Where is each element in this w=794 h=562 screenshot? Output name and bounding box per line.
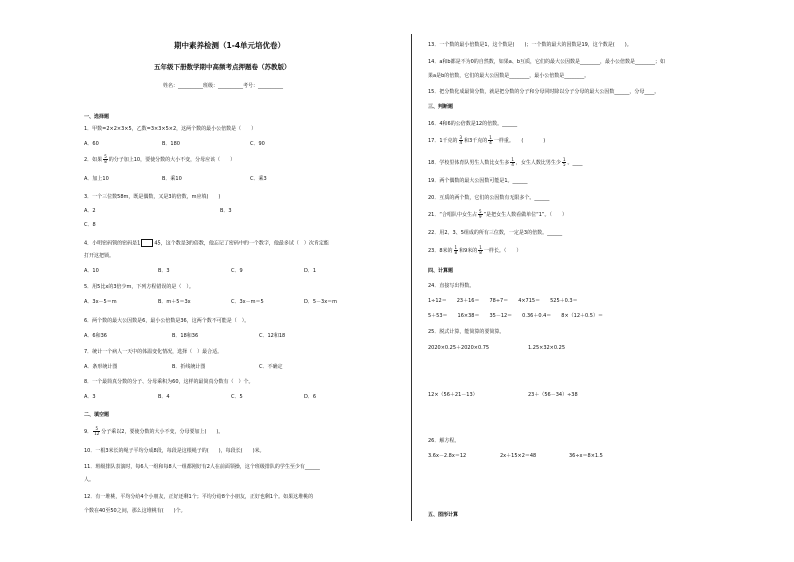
q5-option-c: C．3x－m＝5 — [231, 299, 264, 305]
q9-text-b: 分子乘以2，要使分数的大小不变，分母要加上( )。 — [101, 429, 224, 435]
q8-option-d: D．6 — [304, 394, 317, 400]
exam-subtitle: 五年级下册数学期中高频考点押题卷（苏教版） — [154, 63, 291, 71]
q5-option-a: A．3x－5＝m — [84, 299, 117, 305]
q18-numerator-2: 1 — [562, 157, 566, 162]
section-choice-heading: 一、选择题 — [84, 114, 110, 120]
q26-equation-3: 36÷x＝8×1.5 — [569, 453, 603, 459]
question-13: 13．一个数的最小倍数是1，这个数是( )；一个数的最大的因数是19，这个数是( )。 — [428, 42, 632, 48]
q23-text-b: 和9米的 — [459, 248, 478, 254]
q21-text-a: 21．“合唱队中女生占 — [428, 212, 477, 218]
question-21 — [428, 210, 567, 219]
q6-option-c: C．12和18 — [259, 333, 286, 339]
q8-option-b: B．4 — [158, 394, 170, 400]
q25-expr-4: 23＋（56－34）÷38 — [528, 392, 578, 398]
q4-option-c: C．9 — [231, 268, 243, 274]
q18-denominator-1: 4 — [511, 162, 514, 167]
q7-option-b: B．折线统计图 — [172, 364, 206, 370]
q17-fraction-1 — [459, 136, 464, 145]
question-1: 1．甲数=2×2×3×5，乙数=3×3×5×2，这两个数的最小公倍数是（ ） — [84, 126, 257, 132]
q1-option-b: B．180 — [162, 141, 180, 147]
q18-fraction-2 — [562, 158, 567, 167]
q18-denominator-2: 5 — [562, 162, 566, 167]
q17-numerator-2: 1 — [489, 135, 492, 140]
question-8: 8．一个最简真分数的分子、分母乘积为60，这样的最简真分数有（ ）个。 — [84, 379, 254, 385]
question-17 — [428, 136, 545, 145]
q26-equation-1: 3.6x－2.8x＝12 — [428, 453, 467, 459]
q17-denominator-2: 4 — [489, 140, 492, 145]
q23-text-c: 一样长。（ ） — [483, 248, 522, 254]
q9-numerator: 5 — [93, 427, 100, 432]
question-7: 7．统计一个病人一天中的体温变化情况，选择（ ）最合适。 — [84, 349, 223, 355]
q9-denominator: 12 — [94, 431, 100, 436]
q17-text-a: 17．1千克的 — [428, 138, 458, 144]
q4-text-b: 45，这个数是3的倍数，他忘记了密码中的一个数字，他最多试（ ）次肯定能 — [154, 240, 329, 247]
missing-digit-box — [141, 239, 153, 247]
q23-text-a: 23．8米的 — [428, 248, 453, 254]
q18-text-c: 。____ — [567, 160, 583, 166]
q18-numerator-1: 1 — [511, 157, 514, 162]
q26-equation-2: 2x＋15×2＝48 — [500, 453, 537, 459]
section-judge-heading: 三、判断题 — [428, 104, 454, 110]
q2-fraction — [103, 155, 108, 164]
q9-text-a: 9． — [84, 429, 93, 435]
question-23 — [428, 246, 521, 255]
q3-option-b: B．3 — [220, 208, 232, 214]
question-14-end: 果a是b的倍数，它们的最大公因数是________，最小公倍数是________。 — [428, 73, 590, 79]
q5-option-b: B．m＋5＝3x — [158, 299, 191, 305]
question-5: 5．用5比x的3倍少m，下列方程错误的是（ ）。 — [84, 284, 194, 290]
q2-option-a: A．加上10 — [84, 176, 109, 182]
question-18 — [428, 158, 583, 167]
q8-option-c: C．5 — [231, 394, 243, 400]
q25-expr-3: 12×（56＋21－13） — [428, 392, 478, 398]
q21-numerator: 5 — [478, 209, 482, 214]
q25-expr-2: 1.25×32×0.25 — [528, 345, 566, 351]
q5-option-d: D．5－3x＝m — [304, 299, 338, 305]
q6-option-a: A．6和36 — [84, 333, 107, 339]
q23-denominator-1: 8 — [454, 250, 458, 255]
q23-fraction-1 — [454, 246, 459, 255]
question-24: 24．直接写出得数。 — [428, 283, 475, 289]
question-3: 3．一个三位数58m，既是偶数，又是3的倍数，m应填( ) — [84, 194, 221, 200]
student-info-line: 姓名：__________班级：__________考号：__________ — [163, 83, 284, 89]
q7-option-c: C．不确定 — [259, 364, 283, 370]
q1-option-c: C．90 — [250, 141, 265, 147]
question-20: 20．互质的两个数，它们的公因数有无限多个。______ — [428, 195, 550, 201]
q3-option-a: A．2 — [84, 208, 96, 214]
q21-text-b: ”是把女生人数看做单位“1”。（ ） — [483, 212, 567, 218]
q2-denominator: 8 — [104, 159, 107, 164]
q17-fraction-2 — [488, 136, 493, 145]
q9-fraction — [93, 427, 100, 436]
q17-text-c: 一样重。 ( ) — [493, 138, 546, 144]
question-15: 15．把分数化成最简分数，就是把分数的分子和分母同时除以分子分母的最大公因数______，分母____。 — [428, 89, 660, 95]
question-12: 12．有一堆桃，平均分给4个小朋友，正好还剩1个；平均分给8个小朋友，正好也剩1个。如果这堆桃的 — [84, 494, 314, 500]
q24-row-1: 1÷12＝ 23＋16＝ 78÷7＝ 4×715＝ 525＋0.3＝ — [428, 298, 578, 304]
q21-denominator: 9 — [478, 214, 482, 219]
section-calc-heading: 四、计算题 — [428, 268, 454, 274]
question-19: 19．两个偶数的最大公因数可能是1。______ — [428, 178, 528, 184]
q23-numerator-2: 1 — [479, 245, 482, 250]
q6-option-b: B．18和36 — [172, 333, 199, 339]
section-fill-heading: 二、填空题 — [84, 412, 110, 418]
q2-text-a: 2．如果 — [84, 157, 103, 163]
question-22: 22．用2、3、5组成的所有三位数，一定是3的倍数。______ — [428, 230, 563, 236]
q23-numerator-1: 1 — [454, 245, 458, 250]
q18-text-a: 18．学校里体育队男生人数比女生多 — [428, 160, 510, 166]
q2-text-b: 的分子加上10，要使分数的大小不变，分母应该（ ） — [108, 157, 236, 163]
q17-numerator-1: 3 — [459, 135, 463, 140]
question-11-end: 人。 — [84, 477, 95, 483]
question-26: 26．解方程。 — [428, 438, 460, 444]
q25-expr-1: 2020×0.25＋2020×0.75 — [428, 345, 490, 351]
q7-option-a: A．条形统计图 — [84, 364, 118, 370]
q24-row-2: 5＋53＝ 16×38＝ 35－12＝ 0.36＋0.4＝ 8×（12＋0.5）＝ — [428, 313, 603, 319]
exam-title: 期中素养检测（1-4单元培优卷） — [174, 41, 286, 50]
q23-denominator-2: 8 — [479, 250, 482, 255]
column-divider — [411, 34, 412, 521]
q8-option-a: A．3 — [84, 394, 96, 400]
q2-option-c: C．乘3 — [250, 176, 267, 182]
q18-text-b: ，女生人数比男生少 — [515, 160, 561, 166]
q2-numerator: 5 — [104, 154, 107, 159]
question-12-end: 个数在40至50之间，那么这堆桃有( )个。 — [84, 508, 186, 514]
q17-denominator-1: 4 — [459, 140, 463, 145]
q4-continuation: 打开这把锁。 — [84, 253, 115, 259]
q1-option-a: A．60 — [84, 141, 99, 147]
q4-option-a: A．10 — [84, 268, 99, 274]
question-10: 10．一根3米长的绳子平均分成8段，每段是这根绳子的( )，每段长( )米。 — [84, 448, 265, 454]
question-4 — [84, 239, 329, 247]
question-16: 16．4和6的公倍数是12的倍数。______ — [428, 121, 518, 127]
q2-option-b: B．乘10 — [162, 176, 182, 182]
q3-option-c: C．8 — [84, 222, 96, 228]
q17-text-b: 和3千克的 — [464, 138, 488, 144]
q4-option-d: D．1 — [304, 268, 317, 274]
q4-option-b: B．3 — [158, 268, 170, 274]
question-2 — [84, 155, 235, 164]
question-6: 6．两个数的最大公因数是6，最小公倍数是36，这两个数不可能是（ ）。 — [84, 318, 250, 324]
q18-fraction-1 — [510, 158, 515, 167]
q23-fraction-2 — [478, 246, 483, 255]
section-geometry-heading: 五、图形计算 — [428, 512, 459, 518]
question-25: 25．脱式计算，能简算的要简算。 — [428, 329, 505, 335]
question-11: 11．班级排队表演时，每6人一组和每8人一组都刚好有2人在前面领操，这个班级排队的学生至少有______ — [84, 464, 320, 470]
q21-fraction — [478, 210, 483, 219]
q4-text-a: 4．小明密码锁的密码是1 — [84, 240, 141, 247]
question-9 — [84, 427, 223, 436]
question-14: 14．a和b都是不为0的自然数，如果a、b互质，它们的最大公因数是________，最小公倍数是________；如 — [428, 59, 666, 65]
